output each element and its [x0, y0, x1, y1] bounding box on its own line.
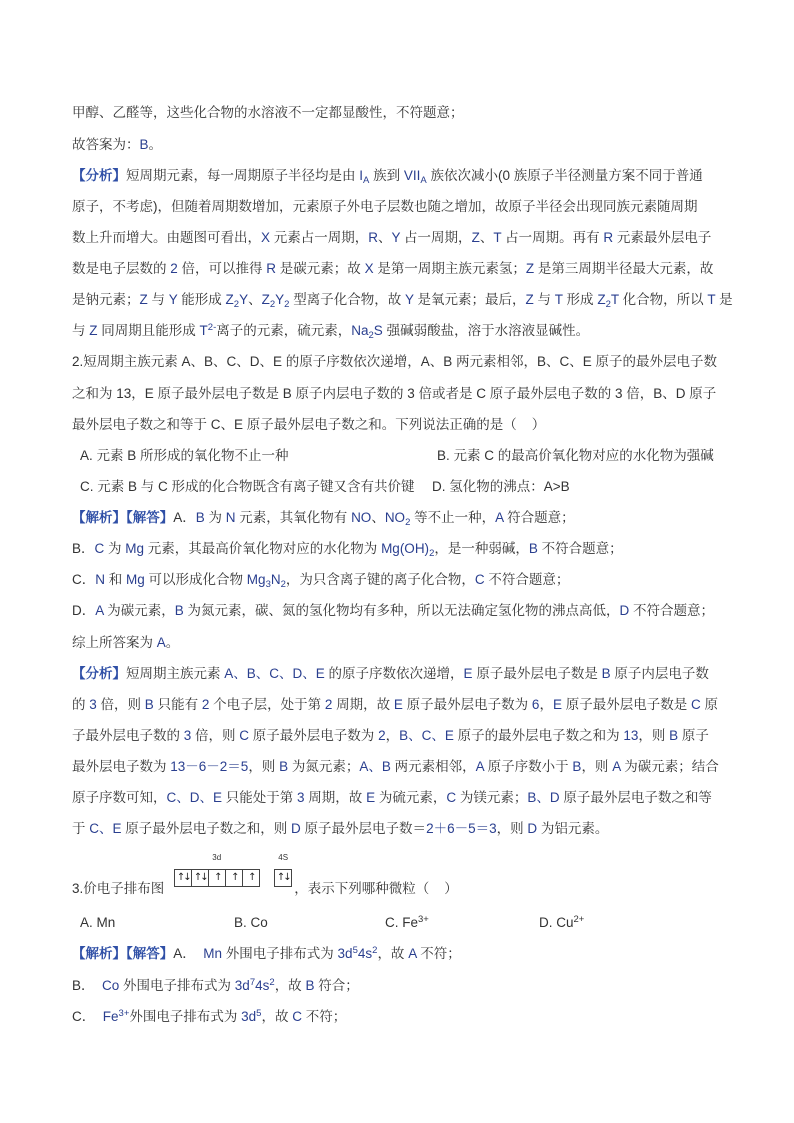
latin-run: C	[292, 1008, 302, 1024]
latin-run: I	[359, 167, 364, 183]
orbital-cell: ↑	[225, 870, 242, 886]
latin-run: C	[690, 696, 701, 712]
text-run: 、	[479, 229, 494, 245]
latin-run: Y	[168, 292, 178, 308]
q3-options-row	[72, 907, 732, 938]
text-run: 为铝元素。	[537, 821, 609, 837]
text-run: 2.短周期主族元素 A、B、C、D、E 的原子序数依次递增，A、B 两元素相邻，B、C、E 原子的最外层电子数	[72, 354, 718, 370]
latin-run: C	[474, 572, 485, 588]
text-run: 的	[72, 696, 90, 712]
q3-stem-after	[294, 881, 458, 896]
latin-run: NO	[351, 510, 372, 526]
superscript: 5	[352, 945, 358, 957]
q3-answer	[72, 938, 732, 1031]
text-run: 外围电子排布式为	[129, 1008, 242, 1024]
text-line	[72, 222, 732, 253]
latin-run: 3d	[234, 977, 250, 993]
latin-run: Y	[239, 292, 249, 308]
latin-run: B	[195, 510, 205, 526]
text-run: 倍，则	[96, 696, 145, 712]
latin-run: A	[612, 759, 621, 775]
text-run: 原子最外层电子数是	[561, 696, 691, 712]
text-run: ，是一种弱碱，	[434, 541, 529, 557]
text-run: ，故	[274, 977, 306, 993]
text-line	[72, 191, 732, 222]
text-run: ，则	[638, 727, 670, 743]
text-line	[72, 658, 732, 689]
latin-run: 2	[378, 727, 386, 743]
text-run: ，则	[496, 821, 528, 837]
latin-run: X	[364, 261, 374, 277]
subscript: A	[420, 174, 427, 186]
text-run: 为镁元素；	[456, 790, 528, 806]
q2-stem	[72, 346, 732, 439]
text-line	[72, 782, 732, 813]
latin-run: E	[366, 790, 376, 806]
text-run: 数上升而增大。由题图可看出，	[72, 229, 261, 245]
text-run: 是氧元素；最后，	[413, 292, 526, 308]
text-run: 倍，则	[191, 727, 240, 743]
label-4s: 4S	[278, 853, 289, 863]
orbital-diagram	[164, 853, 294, 904]
section-label: 【解析】【解答】	[72, 946, 174, 962]
text-run: B．	[72, 541, 95, 557]
text-run: 为碳元素，	[103, 603, 175, 619]
orbital-boxes-4s	[274, 869, 292, 887]
text-run: 原子最外层电子数为	[402, 696, 532, 712]
text-run: 原子序数小于	[483, 759, 573, 775]
subscript: 2	[605, 299, 611, 311]
text-run: 只能有	[153, 696, 202, 712]
latin-run: B	[601, 665, 611, 681]
text-run: 不符合题意；	[537, 541, 623, 557]
text-line	[72, 160, 732, 191]
orbital-cell: ↑↓	[191, 870, 208, 886]
text-run: 是第一周期主族元素氢；	[373, 261, 526, 277]
latin-run: S	[373, 323, 383, 339]
text-run: 原子序数可知，	[72, 790, 167, 806]
text-line	[72, 720, 732, 751]
latin-run: N	[95, 572, 105, 588]
latin-run: T	[707, 292, 716, 308]
text-run: 、	[371, 510, 385, 526]
text-run: C. 元素 B 与 C 形成的化合物既含有离子键又含有共价键	[80, 478, 415, 494]
text-run: 外围电子排布式为	[222, 946, 338, 962]
text-run: ，	[539, 696, 553, 712]
text-run: 两元素相邻，	[390, 759, 476, 775]
text-run: 离子的元素，硫元素，	[216, 323, 352, 339]
latin-run: 6	[531, 696, 540, 712]
text-run: 为	[204, 510, 226, 526]
text-run: 原子最外层电子数之和等	[559, 790, 712, 806]
latin-run: 13－6－2＝5	[170, 759, 249, 775]
text-run: 综上所答案为	[72, 634, 157, 650]
text-run: 最外层电子数之和等于 C、E 原子最外层电子数之和。下列说法正确的是（ ）	[72, 416, 546, 432]
text-run: ，则	[248, 759, 280, 775]
superscript: 2-	[207, 322, 217, 334]
q2-answer	[72, 502, 732, 658]
latin-run: C	[94, 541, 105, 557]
latin-run: E	[393, 696, 403, 712]
latin-run: Y	[391, 229, 401, 245]
text-line	[72, 751, 732, 782]
latin-run: 4s	[255, 977, 270, 993]
text-run: 符合题意；	[503, 510, 575, 526]
text-line	[72, 284, 732, 315]
text-run: 只能处于第	[222, 790, 298, 806]
page-content	[72, 97, 732, 1031]
text-run: 故答案为：	[72, 136, 140, 152]
q1-solution-tail	[72, 97, 732, 346]
superscript: 5	[256, 1007, 262, 1019]
text-line	[72, 129, 732, 160]
latin-run: Fe	[102, 1008, 119, 1024]
text-run: 可以形成化合物	[144, 572, 247, 588]
latin-run: E	[463, 665, 473, 681]
text-run: D．	[72, 603, 96, 619]
subscript: 2	[233, 299, 240, 311]
latin-run: B	[144, 696, 154, 712]
latin-run: T	[493, 229, 502, 245]
latin-run: B	[669, 727, 679, 743]
text-line	[72, 409, 732, 440]
subscript: 2	[368, 330, 374, 342]
text-run: 之和为 13，E 原子最外层电子数是 B 原子内层电子数的 3 倍或者是 C 原子最外层电子数的 3 倍，B、D 原子	[72, 385, 717, 401]
text-line	[72, 689, 732, 720]
text-run: 原	[700, 696, 718, 712]
latin-run: N	[270, 572, 281, 588]
latin-run: B	[528, 541, 538, 557]
text-run: ，表示下列哪种微粒（ ）	[294, 881, 458, 897]
latin-run: Mg	[246, 572, 266, 588]
latin-run: B	[139, 136, 149, 152]
text-run: 原子，不考虑)，但随着周期数增加，元素原子外电子层数也随之增加，故原子半径会出现同族元素随周期	[72, 198, 698, 214]
text-run: 周期，故	[332, 696, 394, 712]
superscript: 2	[269, 976, 275, 988]
latin-run: Co	[102, 977, 120, 993]
text-line	[72, 378, 732, 409]
latin-run: D	[527, 821, 538, 837]
latin-run: R	[368, 229, 379, 245]
latin-run: Y	[404, 292, 414, 308]
latin-run: B	[279, 759, 289, 775]
subscript: 2	[429, 548, 435, 560]
text-run: 不符合题意；	[629, 603, 715, 619]
text-run: 为氮元素；	[288, 759, 360, 775]
text-run: C．	[72, 572, 96, 588]
text-run: 占一周期。再有	[501, 229, 604, 245]
text-line	[72, 970, 732, 1001]
text-run: 元素，其氧化物有	[235, 510, 352, 526]
latin-run: A	[475, 759, 484, 775]
text-run: 于	[72, 821, 90, 837]
latin-run: 2＋6－5＝3	[426, 821, 497, 837]
latin-run: T	[554, 292, 563, 308]
q2-analysis	[72, 658, 732, 845]
subscript: 2	[284, 299, 290, 311]
text-run: ，故	[377, 946, 409, 962]
subscript: 3	[265, 579, 271, 591]
orbital-cell: ↑	[242, 870, 259, 886]
text-run: A. 元素 B 所形成的氧化物不止一种	[80, 447, 289, 463]
text-run: 个电子层，处于第	[209, 696, 325, 712]
latin-run: B	[305, 977, 315, 993]
text-run: 原子	[678, 727, 709, 743]
subscript: 2	[405, 517, 411, 529]
latin-run: Z	[139, 292, 148, 308]
text-run: 倍，可以推得	[177, 261, 267, 277]
orbital-cell: ↑	[208, 870, 225, 886]
latin-run: B、D	[527, 790, 560, 806]
text-run: 。	[165, 634, 180, 650]
text-line	[72, 1001, 732, 1032]
text-run: 的原子序数依次递增，	[324, 665, 464, 681]
latin-run: 2	[324, 696, 333, 712]
section-label: 【解析】【解答】	[72, 510, 174, 526]
latin-run: Z	[525, 261, 535, 277]
latin-run: D	[291, 821, 301, 837]
text-line	[72, 813, 732, 844]
text-run: 化合物，所以	[618, 292, 708, 308]
latin-run: Z	[261, 292, 270, 308]
text-run: 元素占一周期，	[270, 229, 369, 245]
latin-run: B	[174, 603, 184, 619]
orbital-cell: ↑↓	[276, 872, 290, 884]
text-run: ，	[385, 727, 400, 743]
latin-run: Y	[275, 292, 285, 308]
text-run: ，为只含离子键的离子化合物，	[285, 572, 475, 588]
text-run: 原子最外层电子数是	[472, 665, 602, 681]
text-run: 原子最外层电子数为	[249, 727, 379, 743]
text-line	[72, 595, 732, 626]
text-run: 等不止一种，	[410, 510, 496, 526]
text-run: ，故	[261, 1008, 293, 1024]
q2-options-row-1	[72, 440, 732, 471]
q3-stem-before	[72, 881, 164, 896]
text-run: 是碳元素；故	[276, 261, 365, 277]
text-run: A．	[173, 946, 204, 962]
text-run: 、	[248, 292, 262, 308]
text-run: 短周期主族元素	[126, 665, 225, 681]
latin-run: A	[495, 510, 504, 526]
latin-run: N	[225, 510, 236, 526]
latin-run: 3	[89, 696, 97, 712]
text-line	[72, 253, 732, 284]
latin-run: Na	[351, 323, 369, 339]
latin-run: 2	[170, 261, 178, 277]
latin-run: Z	[471, 229, 480, 245]
subscript: 2	[269, 299, 276, 311]
q2-option-c	[80, 471, 415, 502]
superscript: 2+	[573, 914, 585, 926]
orbital-boxes-3d	[174, 869, 260, 887]
latin-run: R	[266, 261, 277, 277]
latin-run: A、B、C、D、E	[224, 665, 325, 681]
text-run: 族到	[369, 167, 404, 183]
latin-run: Mn	[203, 946, 223, 962]
text-run: 是	[715, 292, 733, 308]
latin-run: A	[156, 634, 166, 650]
q2-option-d	[432, 471, 570, 502]
latin-run: 13	[623, 727, 639, 743]
text-line	[72, 346, 732, 377]
text-run: 为氮元素，碳、氮的氢化物均有多种，所以无法确定氢化物的沸点高低，	[183, 603, 620, 619]
q2-options-row-2	[72, 471, 732, 502]
text-run: 原子最外层电子数之和，则	[121, 821, 292, 837]
latin-run: C	[239, 727, 250, 743]
text-run: 与	[147, 292, 169, 308]
q3-option-b	[234, 907, 268, 938]
text-line	[72, 502, 732, 533]
latin-run: 3d	[241, 1008, 257, 1024]
q3-option-c	[385, 907, 429, 940]
text-run: 甲醇、乙醛等，这些化合物的水溶液不一定都显酸性，不符题意；	[72, 105, 464, 121]
text-run: 是钠元素；	[72, 292, 140, 308]
text-line	[72, 533, 732, 564]
latin-run: E	[552, 696, 562, 712]
superscript: 3+	[118, 1007, 130, 1019]
section-label: 【分析】	[72, 167, 126, 183]
text-run: ，则	[581, 759, 613, 775]
text-line	[72, 564, 732, 595]
latin-run: T	[199, 323, 208, 339]
text-run: 、	[378, 229, 392, 245]
text-run: A. Mn	[80, 915, 116, 931]
latin-run: Mg	[125, 541, 145, 557]
q3-option-a	[80, 907, 115, 938]
text-run: 占一周期，	[400, 229, 472, 245]
subscript: A	[363, 174, 370, 186]
text-run: 短周期元素，每一周期原子半径均是由	[126, 167, 360, 183]
text-run: 最外层电子数为	[72, 759, 171, 775]
text-line	[72, 938, 732, 969]
superscript: 7	[249, 976, 256, 988]
text-run: 外围电子排布式为	[119, 977, 235, 993]
latin-run: D	[619, 603, 630, 619]
text-run: 子最外层电子数的	[72, 727, 184, 743]
text-run: 为碳元素；结合	[620, 759, 719, 775]
text-line	[72, 97, 732, 128]
text-run: 和	[105, 572, 127, 588]
text-run: B．	[72, 977, 103, 993]
text-run: 族依次减小(0 族原子半径测量方案不同于普通	[426, 167, 703, 183]
section-label: 【分析】	[72, 665, 126, 681]
text-run: 周期，故	[304, 790, 367, 806]
latin-run: 4s	[357, 946, 373, 962]
q3-option-d	[539, 907, 584, 940]
latin-run: B	[572, 759, 582, 775]
latin-run: VII	[403, 167, 421, 183]
text-run: 原子的最外层电子数之和为	[453, 727, 624, 743]
text-line	[72, 315, 732, 346]
latin-run: C、D、E	[166, 790, 223, 806]
text-run: 元素最外层电子	[613, 229, 712, 245]
latin-run: Mg	[126, 572, 145, 588]
latin-run: X	[261, 229, 271, 245]
text-run: 能形成	[177, 292, 226, 308]
latin-run: NO	[384, 510, 406, 526]
text-run: C．	[72, 1008, 103, 1024]
q2-option-a	[80, 440, 289, 471]
superscript: 2	[372, 945, 378, 957]
text-run: B. Co	[234, 915, 268, 931]
text-run: 元素，其最高价氧化物对应的水化物为	[144, 541, 382, 557]
text-run: B. 元素 C 的最高价氧化物对应的水化物为强碱	[437, 447, 714, 463]
latin-run: 3d	[337, 946, 353, 962]
text-run: 同周期且能形成	[97, 323, 200, 339]
text-run: 原子最外层电子数＝	[300, 821, 427, 837]
text-run: A．	[173, 510, 196, 526]
text-run: 不符；	[301, 1008, 347, 1024]
text-run: 原子内层电子数	[610, 665, 709, 681]
text-run: 与	[72, 323, 90, 339]
latin-run: A	[408, 946, 417, 962]
latin-run: 2	[201, 696, 210, 712]
text-line	[72, 627, 732, 658]
subscript: 2	[280, 579, 286, 591]
latin-run: A	[95, 603, 104, 619]
latin-run: C	[446, 790, 457, 806]
q2-option-b	[437, 440, 714, 471]
label-3d: 3d	[212, 853, 222, 863]
latin-run: Mg(OH)	[381, 541, 430, 557]
latin-run: T	[610, 292, 619, 308]
text-run: 不符；	[416, 946, 461, 962]
text-run: 为硫元素，	[375, 790, 447, 806]
latin-run: 3	[297, 790, 305, 806]
latin-run: Z	[525, 292, 534, 308]
text-run: 是第三周期半径最大元素，故	[534, 261, 714, 277]
latin-run: 3	[183, 727, 192, 743]
text-run: D. 氢化物的沸点：A>B	[432, 478, 570, 494]
text-run: 形成	[562, 292, 598, 308]
latin-run: A、B	[359, 759, 391, 775]
text-run: 3.价电子排布图	[72, 881, 165, 897]
latin-run: Z	[89, 323, 98, 339]
text-run: 与	[533, 292, 555, 308]
latin-run: Z	[225, 292, 234, 308]
superscript: 3+	[418, 914, 429, 926]
latin-run: C、E	[89, 821, 122, 837]
orbital-cell: ↑↓	[176, 872, 190, 884]
latin-run: B、C、E	[399, 727, 454, 743]
text-run: 不符合题意；	[484, 572, 570, 588]
text-run: 。	[148, 136, 163, 152]
text-run: 强碱弱酸盐，溶于水溶液显碱性。	[382, 323, 590, 339]
q3-stem	[72, 844, 732, 904]
text-run: 型离子化合物，故	[289, 292, 405, 308]
text-run: 为	[104, 541, 126, 557]
text-run: C. Fe	[385, 915, 419, 931]
text-run: 数是电子层数的	[72, 261, 171, 277]
latin-run: R	[603, 229, 614, 245]
latin-run: Z	[597, 292, 606, 308]
text-run: D. Cu	[539, 915, 574, 931]
text-run: 符合；	[314, 977, 359, 993]
